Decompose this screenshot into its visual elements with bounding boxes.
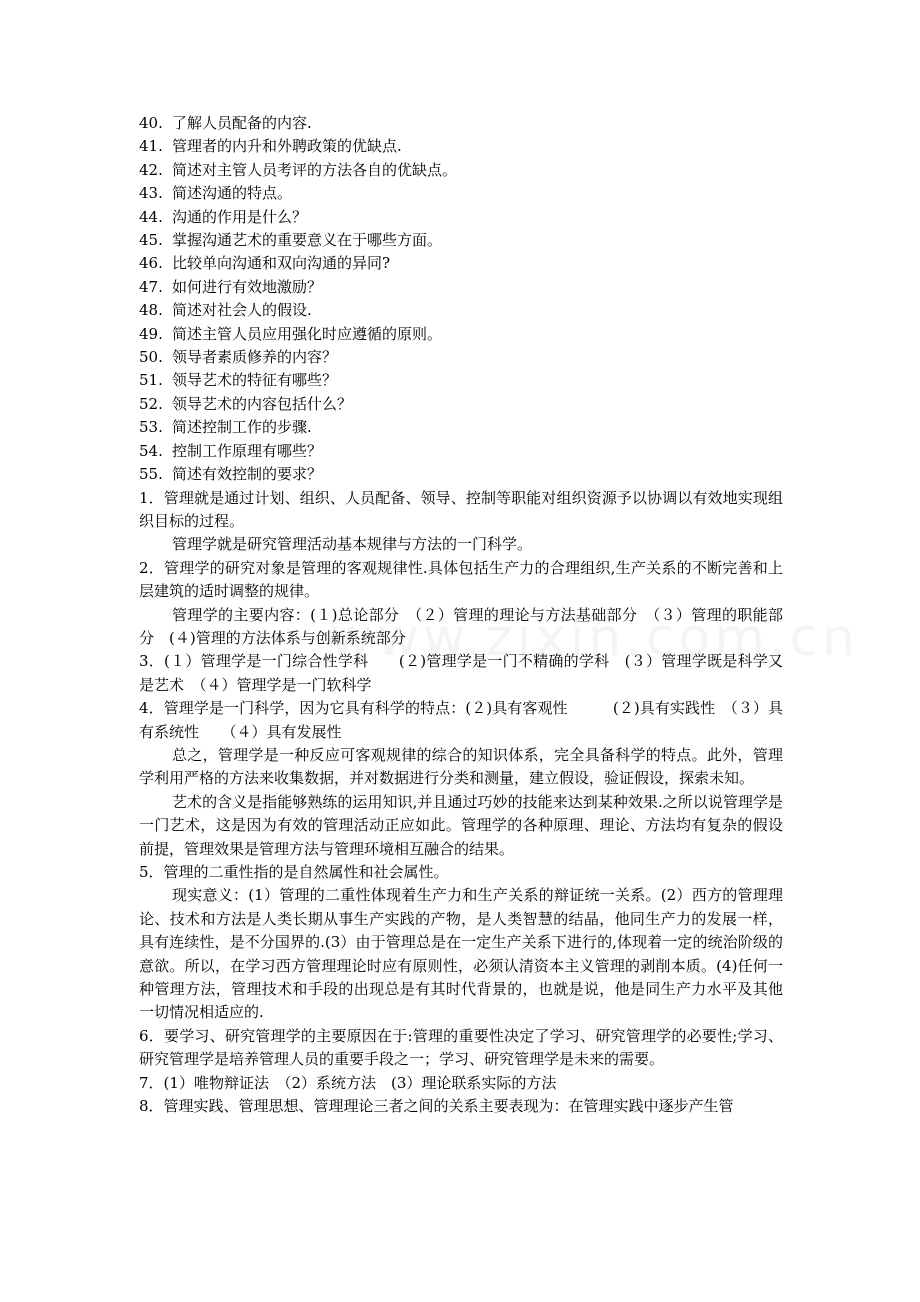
question-text: 领导艺术的特征有哪些？ xyxy=(172,371,338,390)
question-item xyxy=(139,369,783,392)
question-text: 领导艺术的内容包括什么？ xyxy=(172,394,353,413)
answer-4-summary: 总之，管理学是一种反应可客观规律的综合的知识体系，完全具备科学的特点。此外，管理学利用严格的方法来收集数据，并对数据进行分类和测量，建立假设，验证假设，探索未知。 xyxy=(139,745,783,788)
question-text: 比较单向沟通和双向沟通的异同? xyxy=(172,254,391,273)
answer-1-definition: 管理学就是研究管理活动基本规律与方法的一门科学。 xyxy=(172,535,533,554)
question-text: 控制工作原理有哪些？ xyxy=(172,441,323,460)
answer-8: 8．管理实践、管理思想、管理理论三者之间的关系主要表现为：在管理实践中逐步产生管 xyxy=(139,1097,734,1116)
question-item xyxy=(139,346,783,369)
question-text: 了解人员配备的内容. xyxy=(172,114,312,132)
question-item xyxy=(139,276,783,299)
question-number: 51. xyxy=(139,371,163,390)
question-item xyxy=(139,112,783,135)
question-item xyxy=(139,135,783,158)
answer-7: 7．(1）唯物辩证法 （2）系统方法 (3）理论联系实际的方法 xyxy=(139,1073,557,1092)
question-text: 简述有效控制的要求？ xyxy=(172,465,323,484)
question-text: 掌握沟通艺术的重要意义在于哪些方面。 xyxy=(172,231,443,250)
question-item xyxy=(139,393,783,416)
question-text: 简述沟通的特点。 xyxy=(172,184,293,203)
question-item xyxy=(139,440,783,463)
question-item xyxy=(139,416,783,439)
question-item xyxy=(139,323,783,346)
question-number: 49. xyxy=(139,324,163,343)
question-number: 48. xyxy=(139,301,163,320)
question-item xyxy=(139,463,783,486)
question-item xyxy=(139,252,783,275)
question-text: 简述主管人员应用强化时应遵循的原则。 xyxy=(172,324,443,343)
answer-4: 4．管理学是一门科学，因为它具有科学的特点：(２)具有客观性 (２)具有实践性 （３）具有系统性 （４）具有发展性 xyxy=(139,699,783,741)
answer-3: 3．(１）管理学是一门综合性学科 (２)管理学是一门不精确的学科 (３）管理学既是科学又是艺术 （４）管理学是一门软科学 xyxy=(139,652,783,694)
question-number: 55. xyxy=(139,465,163,484)
question-number: 45. xyxy=(139,231,163,250)
answer-1: 1．管理就是通过计划、组织、人员配备、领导、控制等职能对组织资源予以协调以有效地实现组织目标的过程。 xyxy=(139,488,783,530)
question-text: 简述对主管人员考评的方法各自的优缺点。 xyxy=(172,160,458,179)
question-text: 领导者素质修养的内容？ xyxy=(172,348,338,367)
question-text: 管理者的内升和外聘政策的优缺点. xyxy=(172,137,402,156)
question-text: 简述控制工作的步骤. xyxy=(172,418,312,437)
answer-2-content: 管理学的主要内容：(１)总论部分 （２）管理的理论与方法基础部分 （３）管理的职能部分 (４)管理的方法体系与创新系统部分 xyxy=(139,605,783,647)
question-number: 52. xyxy=(139,394,163,413)
question-text: 沟通的作用是什么？ xyxy=(172,207,308,226)
question-number: 50. xyxy=(139,348,163,367)
document-page xyxy=(139,112,783,1118)
question-number: 41. xyxy=(139,137,163,156)
answer-2: 2．管理学的研究对象是管理的客观规律性.具体包括生产力的合理组织,生产关系的不断完善和上层建筑的适时调整的规律。 xyxy=(139,558,783,601)
question-text: 如何进行有效地激励？ xyxy=(172,277,323,296)
question-number: 43. xyxy=(139,184,163,203)
question-text: 简述对社会人的假设. xyxy=(172,301,312,320)
answer-5: 5．管理的二重性指的是自然属性和社会属性。 xyxy=(139,863,449,881)
answer-5-significance: 现实意义：(1）管理的二重性体现着生产力和生产关系的辩证统一关系。(2）西方的管理理论、技术和方法是人类长期从事生产实践的产物，是人类智慧的结晶，他同生产力的发展一样，具有连续性，是不分国界的.(3）由于管理总是在一定生产关系下进行的,体现着一定的统治阶级的意欲。所以，在学习西方管理理论时应有原则性，必须认清资本主义管理的剥削本质。(4)任何一种管理方法，管理技术和手段的出现总是有其时代背景的，也就是说，他是同生产力水平及其他一切情况相适应的. xyxy=(139,886,783,1022)
question-item xyxy=(139,206,783,229)
question-number: 53. xyxy=(139,418,163,437)
question-number: 42. xyxy=(139,160,163,179)
question-item xyxy=(139,229,783,252)
question-item xyxy=(139,159,783,182)
answer-4-art: 艺术的含义是指能够熟练的运用知识,并且通过巧妙的技能来达到某种效果.之所以说管理学是一门艺术，这是因为有效的管理活动正应如此。管理学的各种原理、理论、方法均有复杂的假设前提，管理效果是管理方法与管理环境相互融合的结果。 xyxy=(139,792,783,858)
question-number: 40. xyxy=(139,114,163,132)
question-number: 44. xyxy=(139,207,163,226)
question-number: 54. xyxy=(139,441,163,460)
question-list xyxy=(139,112,783,487)
answer-6: 6．要学习、研究管理学的主要原因在于:管理的重要性决定了学习、研究管理学的必要性;学习、研究管理学是培养管理人员的重要手段之一；学习、研究管理学是未来的需要。 xyxy=(139,1026,783,1069)
question-number: 47. xyxy=(139,277,163,296)
question-item xyxy=(139,299,783,322)
question-number: 46. xyxy=(139,254,163,273)
question-item xyxy=(139,182,783,205)
